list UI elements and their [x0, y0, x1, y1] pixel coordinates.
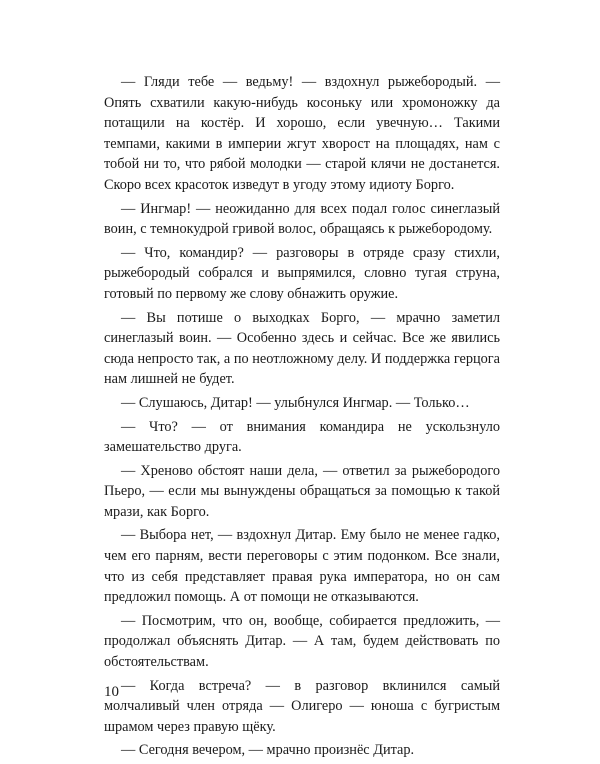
- page-number: 10: [104, 684, 119, 700]
- paragraph: — Вы потише о выходках Борго, — мрачно заметил синеглазый воин. — Особенно здесь и сейчас. Все же явились сюда непросто так, а по неотложному делу. И поддержка герцога нам лишней не будет.: [104, 309, 500, 388]
- paragraph: — Посмотрим, что он, вообще, собирается предложить, — продолжал объяснять Дитар. — А там, будем действовать по обстоятельствам.: [104, 612, 500, 671]
- paragraph: — Слушаюсь, Дитар! — улыбнулся Ингмар. — Только…: [121, 394, 470, 411]
- paragraph: — Что? — от внимания командира не ускользнуло замешательство друга.: [104, 418, 500, 456]
- paragraph: — Что, командир? — разговоры в отряде сразу стихли, рыжебородый собрался и выпрямился, словно тугая струна, готовый по первому же слову обнажить оружие.: [104, 244, 500, 302]
- paragraph: — Сегодня вечером, — мрачно произнёс Дитар.: [121, 742, 415, 759]
- page-body-text: [104, 72, 500, 764]
- paragraph: — Когда встреча? — в разговор вклинился самый молчаливый член отряда — Олигеро — юноша с бугристым шрамом через правую щёку.: [104, 677, 500, 735]
- paragraph: — Выбора нет, — вздохнул Дитар. Ему было не менее гадко, чем его парням, вести переговоры с этим подонком. Все знали, что из себя представляет правая рука императора, но он сам предложил помощь. А от помощи не отказываются.: [104, 527, 500, 606]
- paragraph: — Ингмар! — неожиданно для всех подал голос синеглазый воин, с темнокудрой гривой волос, обращаясь к рыжебородому.: [104, 200, 500, 238]
- paragraph: — Гляди тебе — ведьму! — вздохнул рыжебородый. — Опять схватили какую-нибудь косоньку или хромоножку да потащили на костёр. И хорошо, если увечную… Такими темпами, какими в империи жгут хворост на площадях, нам с тобой ни то, что рябой молодки — старой клячи не достанется. Скоро всех красоток изведут в угоду этому идиоту Борго.: [104, 74, 500, 193]
- paragraph: — Хреново обстоят наши дела, — ответил за рыжебородого Пьеро, — если мы вынуждены обращаться за помощью к такой мрази, как Борго.: [104, 462, 500, 520]
